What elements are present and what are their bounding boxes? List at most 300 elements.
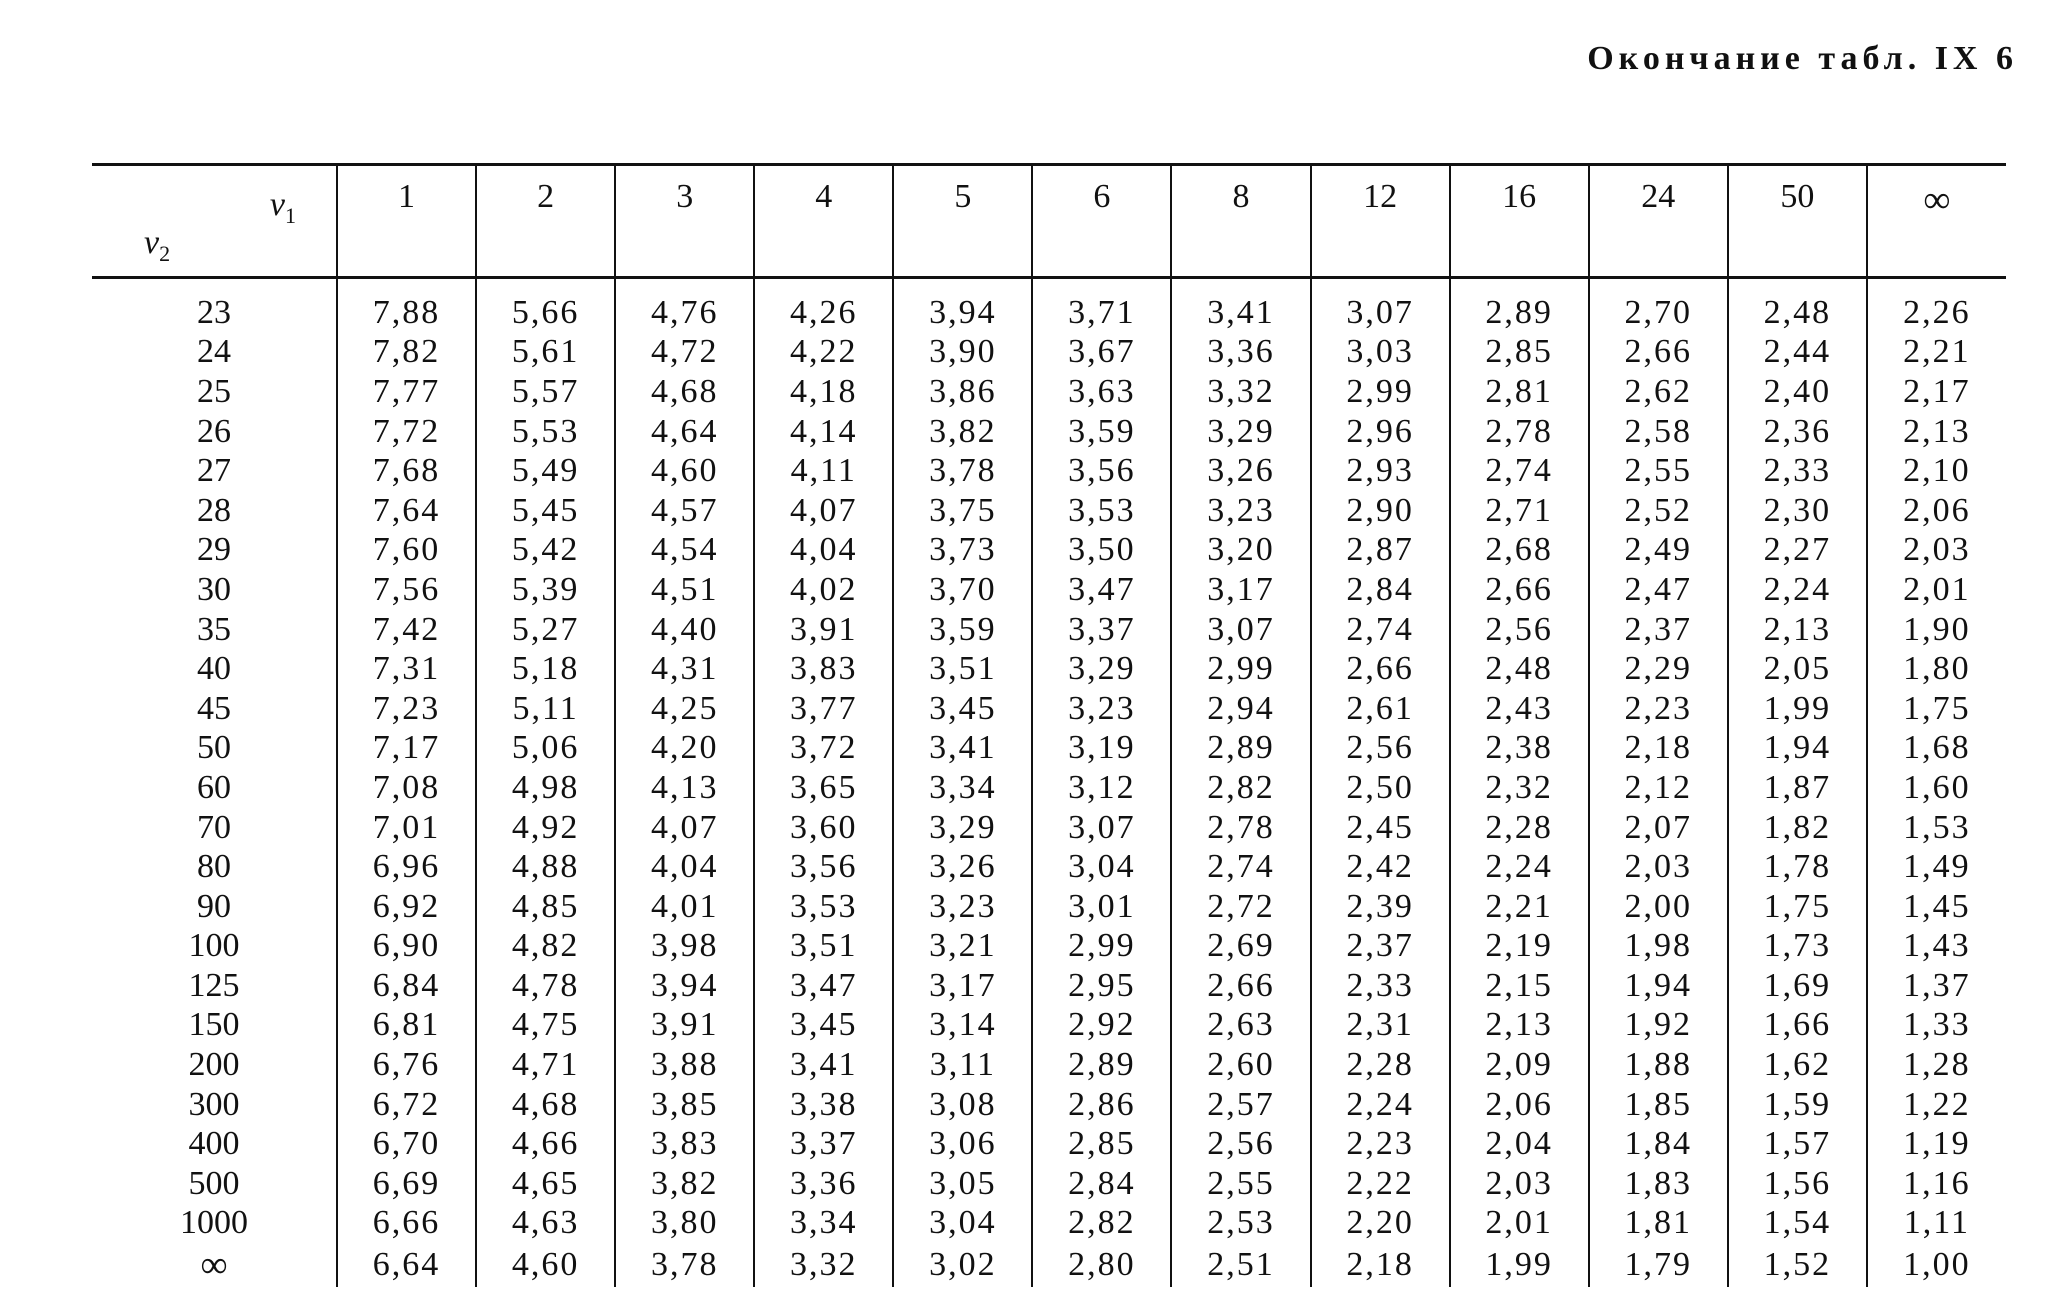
- table-cell: 2,13: [1867, 412, 2006, 452]
- f-distribution-table: [92, 163, 2006, 1287]
- table-cell: 1,75: [1728, 887, 1867, 927]
- table-cell: 4,11: [754, 451, 893, 491]
- table-cell: 3,29: [1171, 412, 1310, 452]
- table-cell: 2,45: [1311, 808, 1450, 848]
- table-cell: 2,28: [1450, 808, 1589, 848]
- table-cell: 2,10: [1867, 451, 2006, 491]
- table-cell: 4,02: [754, 570, 893, 610]
- table-cell: 3,50: [1032, 531, 1171, 571]
- table-row: [92, 412, 2006, 452]
- table-cell: 4,98: [476, 768, 615, 808]
- table-cell: 2,05: [1728, 649, 1867, 689]
- table-cell: 2,61: [1311, 689, 1450, 729]
- table-cell: 1,00: [1867, 1243, 2006, 1287]
- row-label: 400: [188, 1125, 240, 1163]
- column-header: 12: [1311, 165, 1450, 278]
- table-cell: 2,81: [1450, 372, 1589, 412]
- table-cell: 7,60: [337, 531, 476, 571]
- table-cell: 1,43: [1867, 927, 2006, 967]
- table-row: [92, 1124, 2006, 1164]
- table-cell: 3,78: [615, 1243, 754, 1287]
- column-header: 6: [1032, 165, 1171, 278]
- table-cell: 2,07: [1589, 808, 1728, 848]
- table-cell: 3,21: [893, 927, 1032, 967]
- table-cell: 2,52: [1589, 491, 1728, 531]
- table-cell: 3,91: [754, 610, 893, 650]
- table-cell: 3,12: [1032, 768, 1171, 808]
- table-cell: 3,19: [1032, 729, 1171, 769]
- table-cell: 1,94: [1589, 966, 1728, 1006]
- table-cell: 3,41: [754, 1045, 893, 1085]
- table-cell: 2,71: [1450, 491, 1589, 531]
- table-cell: 2,80: [1032, 1243, 1171, 1287]
- table-row: [92, 451, 2006, 491]
- row-label: 30: [197, 570, 231, 608]
- table-cell: 2,99: [1171, 649, 1310, 689]
- table-cell: 3,83: [754, 649, 893, 689]
- table-cell: 2,13: [1450, 1006, 1589, 1046]
- table-cell: 3,26: [893, 847, 1032, 887]
- table-cell: 5,39: [476, 570, 615, 610]
- table-cell: 3,17: [893, 966, 1032, 1006]
- table-cell: 2,26: [1867, 278, 2006, 333]
- table-cell: 3,07: [1032, 808, 1171, 848]
- table-cell: 4,64: [615, 412, 754, 452]
- table-cell: 4,18: [754, 372, 893, 412]
- table-cell: 1,92: [1589, 1006, 1728, 1046]
- table-cell: 4,31: [615, 649, 754, 689]
- row-label: 28: [197, 491, 231, 529]
- table-cell: 3,36: [1171, 333, 1310, 373]
- table-cell: 2,90: [1311, 491, 1450, 531]
- column-header: 5: [893, 165, 1032, 278]
- table-cell: 6,81: [337, 1006, 476, 1046]
- table-cell: 2,55: [1171, 1164, 1310, 1204]
- table-cell: 2,43: [1450, 689, 1589, 729]
- table-cell: 4,07: [754, 491, 893, 531]
- table-cell: 2,23: [1589, 689, 1728, 729]
- table-cell: 2,33: [1311, 966, 1450, 1006]
- table-cell: 1,62: [1728, 1045, 1867, 1085]
- table-cell: 3,02: [893, 1243, 1032, 1287]
- table-cell: 3,63: [1032, 372, 1171, 412]
- table-cell: 2,92: [1032, 1006, 1171, 1046]
- table-cell: 3,37: [1032, 610, 1171, 650]
- table-cell: 2,56: [1450, 610, 1589, 650]
- table-cell: 3,41: [893, 729, 1032, 769]
- table-cell: 1,79: [1589, 1243, 1728, 1287]
- table-cell: 2,42: [1311, 847, 1450, 887]
- table-cell: 4,66: [476, 1124, 615, 1164]
- table-cell: 3,23: [1171, 491, 1310, 531]
- table-cell: 6,66: [337, 1204, 476, 1244]
- table-cell: 2,99: [1311, 372, 1450, 412]
- table-cell: 4,75: [476, 1006, 615, 1046]
- table-cell: 3,45: [893, 689, 1032, 729]
- table-cell: 3,47: [1032, 570, 1171, 610]
- table-cell: 2,69: [1171, 927, 1310, 967]
- table-cell: 3,29: [1032, 649, 1171, 689]
- table-cell: 3,51: [754, 927, 893, 967]
- table-cell: 4,82: [476, 927, 615, 967]
- table-cell: 2,51: [1171, 1243, 1310, 1287]
- table-cell: 6,92: [337, 887, 476, 927]
- column-header: 24: [1589, 165, 1728, 278]
- table-cell: 3,94: [893, 278, 1032, 333]
- table-cell: 4,14: [754, 412, 893, 452]
- table-cell: 1,83: [1589, 1164, 1728, 1204]
- table-cell: 1,22: [1867, 1085, 2006, 1125]
- table-cell: 2,15: [1450, 966, 1589, 1006]
- table-cell: 1,16: [1867, 1164, 2006, 1204]
- table-cell: 6,84: [337, 966, 476, 1006]
- table-cell: 3,90: [893, 333, 1032, 373]
- table-cell: 2,23: [1311, 1124, 1450, 1164]
- table-cell: 3,59: [1032, 412, 1171, 452]
- table-cell: 3,73: [893, 531, 1032, 571]
- table-cell: 2,27: [1728, 531, 1867, 571]
- table-cell: 2,38: [1450, 729, 1589, 769]
- table-cell: 6,70: [337, 1124, 476, 1164]
- table-cell: 2,85: [1032, 1124, 1171, 1164]
- table-cell: 3,38: [754, 1085, 893, 1125]
- table-cell: 2,37: [1589, 610, 1728, 650]
- table-cell: 3,94: [615, 966, 754, 1006]
- table-cell: 2,00: [1589, 887, 1728, 927]
- table-cell: 4,68: [615, 372, 754, 412]
- table-cell: 3,32: [1171, 372, 1310, 412]
- table-cell: 1,88: [1589, 1045, 1728, 1085]
- table-cell: 2,18: [1589, 729, 1728, 769]
- table-cell: 2,28: [1311, 1045, 1450, 1085]
- table-cell: 3,71: [1032, 278, 1171, 333]
- table-body: [92, 278, 2006, 1288]
- table-cell: 5,18: [476, 649, 615, 689]
- table-cell: 2,56: [1311, 729, 1450, 769]
- table-cell: 1,11: [1867, 1204, 2006, 1244]
- table-cell: 2,89: [1450, 278, 1589, 333]
- header-row: [92, 165, 2006, 278]
- table-cell: 7,08: [337, 768, 476, 808]
- table-cell: 2,87: [1311, 531, 1450, 571]
- table-cell: 3,78: [893, 451, 1032, 491]
- table-cell: 3,03: [1311, 333, 1450, 373]
- table-cell: 3,85: [615, 1085, 754, 1125]
- nu2-label: $\nu_2$: [144, 224, 171, 266]
- table-cell: 1,87: [1728, 768, 1867, 808]
- table-cell: 1,37: [1867, 966, 2006, 1006]
- table-row: [92, 531, 2006, 571]
- table-cell: 1,75: [1867, 689, 2006, 729]
- row-label: 125: [188, 966, 240, 1004]
- table-cell: 3,67: [1032, 333, 1171, 373]
- table-row: [92, 610, 2006, 650]
- table-cell: 2,72: [1171, 887, 1310, 927]
- row-label: 150: [188, 1006, 240, 1044]
- table-cell: 4,85: [476, 887, 615, 927]
- table-cell: 2,20: [1311, 1204, 1450, 1244]
- table-cell: 4,92: [476, 808, 615, 848]
- column-header: 2: [476, 165, 615, 278]
- table-cell: 2,66: [1311, 649, 1450, 689]
- row-label: 40: [197, 650, 231, 688]
- table-cell: 7,01: [337, 808, 476, 848]
- table-cell: 2,39: [1311, 887, 1450, 927]
- table-cell: 1,68: [1867, 729, 2006, 769]
- table-cell: 7,56: [337, 570, 476, 610]
- table-row: [92, 1006, 2006, 1046]
- table-cell: 3,23: [893, 887, 1032, 927]
- column-header: 1: [337, 165, 476, 278]
- table-cell: 2,78: [1450, 412, 1589, 452]
- table-cell: 4,26: [754, 278, 893, 333]
- table-cell: 7,68: [337, 451, 476, 491]
- table-cell: 1,28: [1867, 1045, 2006, 1085]
- table-cell: 2,44: [1728, 333, 1867, 373]
- table-cell: 7,88: [337, 278, 476, 333]
- table-cell: 3,91: [615, 1006, 754, 1046]
- nu1-label: $\nu_1$: [269, 186, 296, 228]
- table-row: [92, 847, 2006, 887]
- table-cell: 3,32: [754, 1243, 893, 1287]
- table-cell: 3,14: [893, 1006, 1032, 1046]
- table-cell: 1,66: [1728, 1006, 1867, 1046]
- table-cell: 2,96: [1311, 412, 1450, 452]
- row-label: 23: [197, 293, 231, 331]
- table-cell: 2,06: [1450, 1085, 1589, 1125]
- table-cell: 3,06: [893, 1124, 1032, 1164]
- row-label: 27: [197, 452, 231, 490]
- table-cell: 7,17: [337, 729, 476, 769]
- row-label: 35: [197, 610, 231, 648]
- table-row: [92, 1204, 2006, 1244]
- table-cell: 3,34: [754, 1204, 893, 1244]
- table-cell: 3,17: [1171, 570, 1310, 610]
- table-cell: 2,93: [1311, 451, 1450, 491]
- table-cell: 4,60: [476, 1243, 615, 1287]
- table-row: [92, 1164, 2006, 1204]
- table-cell: 1,49: [1867, 847, 2006, 887]
- table-row: [92, 1045, 2006, 1085]
- table-cell: 2,17: [1867, 372, 2006, 412]
- table-cell: 3,82: [615, 1164, 754, 1204]
- table-cell: 1,98: [1589, 927, 1728, 967]
- table-cell: 4,07: [615, 808, 754, 848]
- row-label: 70: [197, 808, 231, 846]
- table-cell: 2,66: [1589, 333, 1728, 373]
- table-cell: 1,19: [1867, 1124, 2006, 1164]
- table-cell: 2,40: [1728, 372, 1867, 412]
- table-cell: 5,45: [476, 491, 615, 531]
- table-cell: 3,07: [1171, 610, 1310, 650]
- table-row: [92, 887, 2006, 927]
- table-cell: 4,13: [615, 768, 754, 808]
- table-cell: 2,48: [1450, 649, 1589, 689]
- table-cell: 7,82: [337, 333, 476, 373]
- table-cell: 2,84: [1032, 1164, 1171, 1204]
- column-header: ∞: [1867, 165, 2006, 278]
- table-cell: 3,08: [893, 1085, 1032, 1125]
- table-cell: 2,03: [1867, 531, 2006, 571]
- table-cell: 5,11: [476, 689, 615, 729]
- table-caption: Окончание табл. IX 6: [1587, 40, 2018, 77]
- table-cell: 2,66: [1450, 570, 1589, 610]
- table-cell: 2,82: [1032, 1204, 1171, 1244]
- table-cell: 5,42: [476, 531, 615, 571]
- table-cell: 3,86: [893, 372, 1032, 412]
- table-cell: 3,41: [1171, 278, 1310, 333]
- table-cell: 4,71: [476, 1045, 615, 1085]
- table-cell: 2,03: [1450, 1164, 1589, 1204]
- table-cell: 3,51: [893, 649, 1032, 689]
- table-cell: 1,84: [1589, 1124, 1728, 1164]
- table-cell: 2,53: [1171, 1204, 1310, 1244]
- table-cell: 3,56: [754, 847, 893, 887]
- table-cell: 3,45: [754, 1006, 893, 1046]
- table-cell: 6,90: [337, 927, 476, 967]
- table-cell: 5,06: [476, 729, 615, 769]
- row-label: 90: [197, 887, 231, 925]
- table-cell: 1,73: [1728, 927, 1867, 967]
- table-cell: 4,65: [476, 1164, 615, 1204]
- table-cell: 3,72: [754, 729, 893, 769]
- table-cell: 2,04: [1450, 1124, 1589, 1164]
- table-cell: 3,53: [754, 887, 893, 927]
- column-header: 50: [1728, 165, 1867, 278]
- table-cell: 3,53: [1032, 491, 1171, 531]
- table-cell: 2,49: [1589, 531, 1728, 571]
- table-cell: 2,89: [1171, 729, 1310, 769]
- table-cell: 1,85: [1589, 1085, 1728, 1125]
- table-cell: 6,72: [337, 1085, 476, 1125]
- table-cell: 2,89: [1032, 1045, 1171, 1085]
- table-cell: 2,36: [1728, 412, 1867, 452]
- table-cell: 1,99: [1728, 689, 1867, 729]
- table-cell: 2,86: [1032, 1085, 1171, 1125]
- table-row: [92, 372, 2006, 412]
- table-cell: 3,70: [893, 570, 1032, 610]
- table-cell: 4,60: [615, 451, 754, 491]
- table-cell: 4,78: [476, 966, 615, 1006]
- table-cell: 5,66: [476, 278, 615, 333]
- table-cell: 1,45: [1867, 887, 2006, 927]
- table-cell: 1,60: [1867, 768, 2006, 808]
- table-cell: 2,74: [1450, 451, 1589, 491]
- table-cell: 7,31: [337, 649, 476, 689]
- table-cell: 1,54: [1728, 1204, 1867, 1244]
- table-cell: 2,57: [1171, 1085, 1310, 1125]
- table-cell: 2,12: [1589, 768, 1728, 808]
- row-label: ∞: [200, 1244, 228, 1287]
- table-cell: 2,74: [1171, 847, 1310, 887]
- table-cell: 4,88: [476, 847, 615, 887]
- table-cell: 3,04: [893, 1204, 1032, 1244]
- row-label: 29: [197, 531, 231, 569]
- table-cell: 3,59: [893, 610, 1032, 650]
- table-cell: 1,69: [1728, 966, 1867, 1006]
- table-cell: 1,78: [1728, 847, 1867, 887]
- table-cell: 2,94: [1171, 689, 1310, 729]
- table-cell: 3,23: [1032, 689, 1171, 729]
- table-cell: 6,76: [337, 1045, 476, 1085]
- row-label: 300: [188, 1085, 240, 1123]
- table-cell: 2,50: [1311, 768, 1450, 808]
- table-cell: 4,40: [615, 610, 754, 650]
- table-cell: 3,20: [1171, 531, 1310, 571]
- table-cell: 3,60: [754, 808, 893, 848]
- table-cell: 3,37: [754, 1124, 893, 1164]
- table-cell: 1,80: [1867, 649, 2006, 689]
- table-cell: 4,72: [615, 333, 754, 373]
- table-row: [92, 1085, 2006, 1125]
- row-label: 1000: [180, 1204, 248, 1242]
- table-cell: 2,74: [1311, 610, 1450, 650]
- table-cell: 2,01: [1867, 570, 2006, 610]
- table-cell: 1,90: [1867, 610, 2006, 650]
- table-cell: 3,11: [893, 1045, 1032, 1085]
- table-cell: 2,84: [1311, 570, 1450, 610]
- table-row: [92, 729, 2006, 769]
- table-cell: 2,99: [1032, 927, 1171, 967]
- table-cell: 2,82: [1171, 768, 1310, 808]
- table-cell: 7,23: [337, 689, 476, 729]
- table-row: [92, 491, 2006, 531]
- column-header: 3: [615, 165, 754, 278]
- table-cell: 3,36: [754, 1164, 893, 1204]
- table-cell: 2,32: [1450, 768, 1589, 808]
- table-cell: 3,83: [615, 1124, 754, 1164]
- table-cell: 4,20: [615, 729, 754, 769]
- table-row: [92, 966, 2006, 1006]
- table-cell: 3,07: [1311, 278, 1450, 333]
- table-cell: 2,24: [1450, 847, 1589, 887]
- table-cell: 1,94: [1728, 729, 1867, 769]
- table-cell: 3,04: [1032, 847, 1171, 887]
- table-cell: 7,72: [337, 412, 476, 452]
- table-row: [92, 278, 2006, 333]
- table-cell: 3,47: [754, 966, 893, 1006]
- corner-header: [92, 165, 337, 278]
- table-row: [92, 689, 2006, 729]
- table-cell: 3,75: [893, 491, 1032, 531]
- table-cell: 3,80: [615, 1204, 754, 1244]
- table-cell: 4,76: [615, 278, 754, 333]
- row-label: 200: [188, 1046, 240, 1084]
- table-cell: 5,53: [476, 412, 615, 452]
- table-cell: 7,42: [337, 610, 476, 650]
- row-label: 24: [197, 333, 231, 371]
- table-cell: 1,33: [1867, 1006, 2006, 1046]
- table-cell: 2,58: [1589, 412, 1728, 452]
- table-cell: 2,78: [1171, 808, 1310, 848]
- row-label: 500: [188, 1164, 240, 1202]
- table-cell: 2,62: [1589, 372, 1728, 412]
- table-cell: 4,04: [615, 847, 754, 887]
- table-cell: 5,61: [476, 333, 615, 373]
- column-header: 16: [1450, 165, 1589, 278]
- table-cell: 2,55: [1589, 451, 1728, 491]
- table-cell: 2,06: [1867, 491, 2006, 531]
- row-label: 25: [197, 372, 231, 410]
- row-label: 100: [188, 927, 240, 965]
- table-cell: 4,57: [615, 491, 754, 531]
- table-cell: 1,52: [1728, 1243, 1867, 1287]
- table-cell: 3,56: [1032, 451, 1171, 491]
- table-cell: 2,70: [1589, 278, 1728, 333]
- table-cell: 3,26: [1171, 451, 1310, 491]
- table-cell: 3,34: [893, 768, 1032, 808]
- table-cell: 3,29: [893, 808, 1032, 848]
